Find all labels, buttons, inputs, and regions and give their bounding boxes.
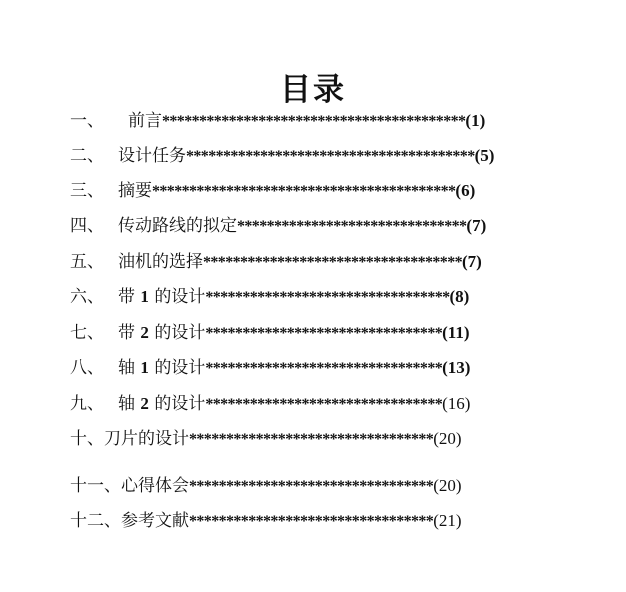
entry-page: (7) — [462, 252, 482, 271]
entry-title: 带 2 的设计 — [118, 323, 206, 343]
entry-number: 十二、 — [70, 511, 121, 531]
toc-entry — [70, 108, 485, 134]
entry-leader: ********************************* — [189, 431, 434, 448]
toc-entry — [70, 391, 470, 417]
entry-number: 十、 — [70, 429, 104, 449]
entry-leader: ***************************************** — [162, 113, 466, 130]
entry-leader: ******************************** — [205, 325, 443, 342]
entry-page: (13) — [442, 358, 471, 377]
toc-entry — [70, 284, 469, 310]
entry-leader: ********************************* — [205, 289, 450, 306]
entry-number: 六、 — [70, 287, 104, 307]
toc-title: 目录 — [280, 72, 346, 108]
entry-title: 摘要 — [118, 181, 152, 201]
entry-number: 五、 — [70, 252, 104, 272]
entry-number: 二、 — [70, 146, 104, 166]
toc-entry — [70, 213, 486, 239]
entry-number: 四、 — [70, 216, 104, 236]
entry-title: 轴 1 的设计 — [118, 358, 206, 378]
entry-page: (20) — [433, 476, 462, 495]
entry-leader: *************************************** — [186, 148, 475, 165]
toc-entry — [70, 320, 470, 346]
entry-number: 三、 — [70, 181, 104, 201]
entry-leader: ******************************* — [237, 218, 467, 235]
entry-title: 心得体会 — [121, 476, 189, 496]
entry-number: 一、 — [70, 111, 104, 131]
toc-entry — [70, 508, 462, 534]
entry-title: 参考文献 — [121, 511, 189, 531]
entry-number: 十一、 — [70, 476, 121, 496]
entry-title: 刀片的设计 — [104, 429, 189, 449]
entry-leader: ******************************** — [205, 396, 443, 413]
entry-leader: *********************************** — [203, 254, 463, 271]
entry-title: 轴 2 的设计 — [118, 394, 206, 414]
entry-page: (21) — [433, 511, 462, 530]
entry-page: (5) — [474, 146, 495, 165]
entry-leader: ******************************** — [205, 360, 443, 377]
toc-entry — [70, 143, 494, 169]
entry-leader: ********************************* — [189, 478, 434, 495]
toc-entry — [70, 426, 462, 452]
entry-page: (7) — [466, 216, 487, 235]
entry-title: 前言 — [128, 111, 162, 131]
entry-leader: ********************************* — [189, 513, 434, 530]
toc-entry — [70, 473, 462, 499]
entry-page: (6) — [455, 181, 476, 200]
entry-page: (1) — [465, 111, 486, 130]
toc-entry — [70, 249, 482, 275]
toc-entry — [70, 355, 470, 381]
toc-entry — [70, 178, 475, 204]
entry-title: 传动路线的拟定 — [118, 216, 237, 236]
entry-page: (20) — [433, 429, 462, 448]
entry-title: 设计任务 — [118, 146, 186, 166]
entry-title: 带 1 的设计 — [118, 287, 206, 307]
entry-page: (16) — [442, 394, 471, 413]
entry-title: 油机的选择 — [118, 252, 203, 272]
entry-page: (8) — [449, 287, 470, 306]
entry-page: (11) — [442, 323, 470, 342]
entry-number: 九、 — [70, 394, 104, 414]
entry-number: 七、 — [70, 323, 104, 343]
entry-number: 八、 — [70, 358, 104, 378]
entry-leader: ***************************************** — [152, 183, 456, 200]
